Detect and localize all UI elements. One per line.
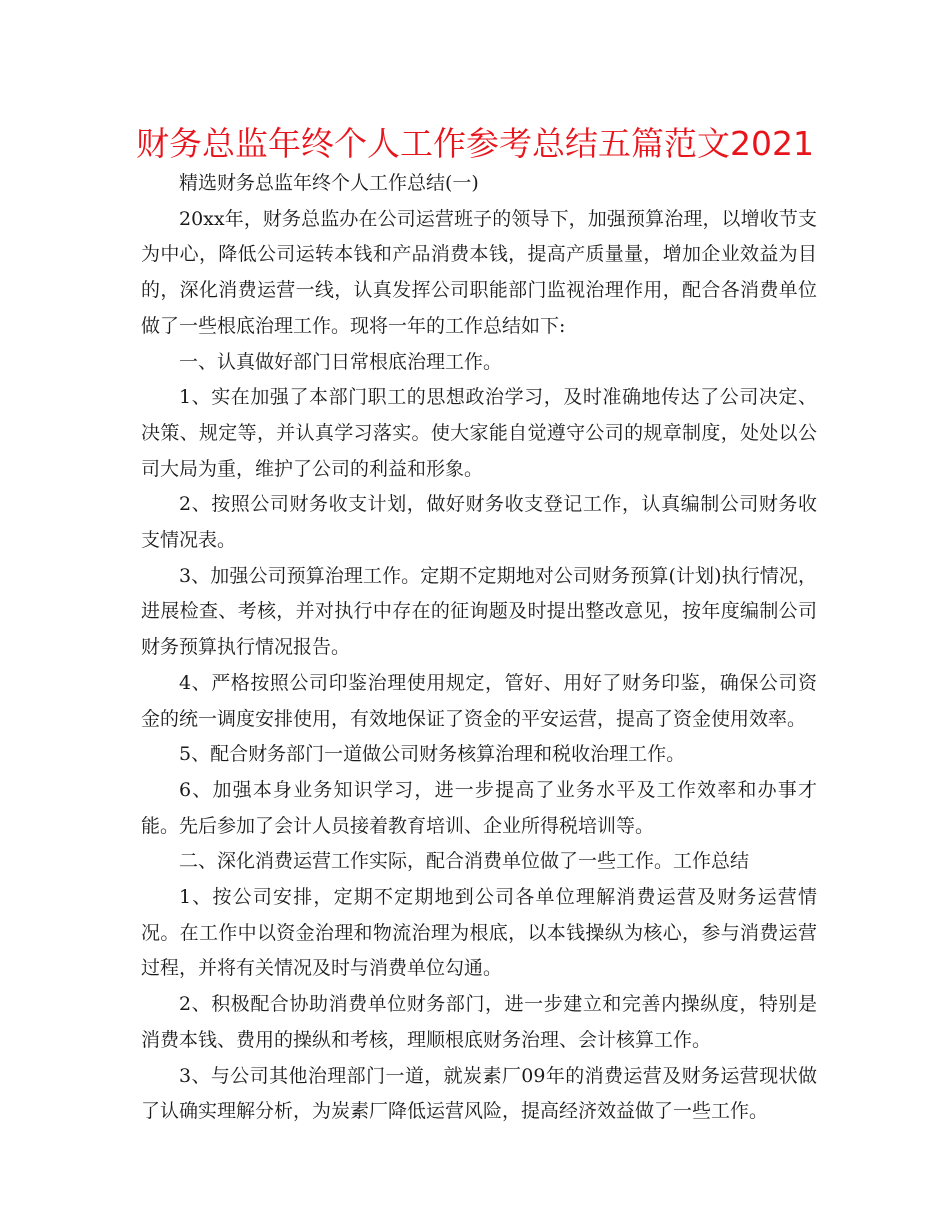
- list-item-2-2: 2、积极配合协助消费单位财务部门，进一步建立和完善内操纵度，特别是消费本钱、费用的操纵和考核，理顺根底财务治理、会计核算工作。: [141, 993, 817, 1051]
- section-heading-1: 一、认真做好部门日常根底治理工作。: [179, 350, 503, 373]
- document-body: [141, 166, 817, 1130]
- list-item-1-3: 3、加强公司预算治理工作。定期不定期地对公司财务预算(计划)执行情况，进展检查、考核，并对执行中存在的征询题及时提出整改意见，按年度编制公司财务预算执行情况报告。: [141, 564, 817, 659]
- list-item-1-2: 2、按照公司财务收支计划，做好财务收支登记工作，认真编制公司财务收支情况表。: [141, 493, 817, 552]
- section-heading-2: 二、深化消费运营工作实际，配合消费单位做了一些工作。工作总结: [179, 850, 750, 873]
- subtitle-paragraph: 精选财务总监年终个人工作总结(一): [179, 172, 479, 194]
- list-item-2-3: 3、与公司其他治理部门一道，就炭素厂09年的消费运营及财务运营现状做了认确实理解分析，为炭素厂降低运营风险，提高经济效益做了一些工作。: [141, 1064, 817, 1123]
- document-title: 财务总监年终个人工作参考总结五篇范文2021: [136, 124, 814, 163]
- list-item-1-6: 6、加强本身业务知识学习，进一步提高了业务水平及工作效率和办事才能。先后参加了会计人员接着教育培训、企业所得税培训等。: [141, 778, 817, 837]
- list-item-1-1: 1、实在加强了本部门职工的思想政治学习，及时准确地传达了公司决定、决策、规定等，并认真学习落实。使大家能自觉遵守公司的规章制度，处处以公司大局为重，维护了公司的利益和形象。: [141, 386, 817, 480]
- list-item-2-1: 1、按公司安排，定期不定期地到公司各单位理解消费运营及财务运营情况。在工作中以资金治理和物流治理为根底，以本钱操纵为核心，参与消费运营过程，并将有关情况及时与消费单位勾通。: [141, 886, 817, 980]
- list-item-1-5: 5、配合财务部门一道做公司财务核算治理和税收治理工作。: [179, 743, 686, 766]
- list-item-1-4: 4、严格按照公司印鉴治理使用规定，管好、用好了财务印鉴，确保公司资金的统一调度安排使用，有效地保证了资金的平安运营，提高了资金使用效率。: [141, 671, 817, 730]
- intro-paragraph: 20xx年，财务总监办在公司运营班子的领导下，加强预算治理，以增收节支为中心，降低公司运转本钱和产品消费本钱，提高产质量量，增加企业效益为目的，深化消费运营一线，认真发挥公司职能部门监视治理作用，配合各消费单位做了一些根底治理工作。现将一年的工作总结如下:: [141, 207, 817, 337]
